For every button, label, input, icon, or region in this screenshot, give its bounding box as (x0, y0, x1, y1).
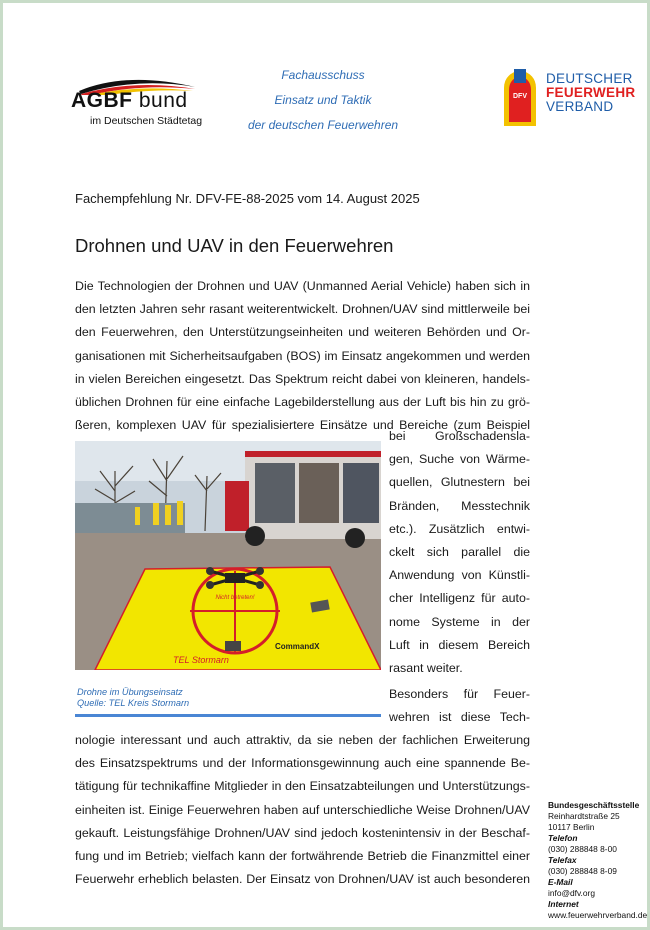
agbf-name: AGBF bund (71, 89, 188, 112)
paragraph-1-intro: Die Technologien der Drohnen und UAV (Unmanned Aerial Vehicle) haben sich in den letzten Jahren sehr rasant weiterentwickelt. Drohnen/UAV sind mittlerweile bei den Feuerwehren, den Unterstützungseinheiten und weiteren Behörden und Or- ganisationen mit Sicherheitsaufgaben (BOS) im Einsatz angekommen und werden in vielen Bereichen eingesetzt. Das Spektrum reicht dabei von kleineren, handels- üblichen Drohnen für eine einfache Lagebilderstellung aus der Luft bis hin zu grö- ßeren, komplexen UAV für spezialisiertere Einsätze und Bereiche (zum Beispiel (75, 279, 530, 433)
agbf-logo (71, 75, 221, 135)
committee-heading: Fachausschuss Einsatz und Taktik der deutschen Feuerwehren (247, 68, 399, 132)
office-address: Bundesgeschäftsstelle Reinhardtstraße 25 10117 Berlin Telefon (030) 288848 8-00 Telefax (030) 288848 8-09 E-Mail info@dfv.org Internet www.feuerwehrverband.de (548, 800, 647, 920)
document-page (3, 3, 647, 927)
svg-text:Nicht betreten!: Nicht betreten! (215, 595, 255, 601)
paragraph-2-body: nologie interessant und auch attraktiv, da sie neben der fachlichen Erweiterung des Einsatzspektrums und der Informationsgewinnung auch eine spannende Be- tätigung für technikaffine Mitglieder in den Einsatzabteilungen und Unterstützungs- einheiten ist. Einige Feuerwehren haben auf unterschiedliche Weise Drohnen/UAV gekauft. Leistungsfähige Drohnen/UAV sind jedoch kostenintensiv in der Beschaf- fung und im Betrieb; vielfach kann der fortwährende Betrieb die Finanzmittel einer Feuerwehr erheblich belasten. Der Einsatz von Drohnen/UAV ist auch besonderen (75, 733, 530, 887)
caption-divider (75, 714, 381, 717)
svg-text:CommandX: CommandX (275, 642, 320, 651)
photo-caption: Drohne im Übungseinsatz Quelle: TEL Kreis Stormarn (77, 687, 190, 708)
svg-text:TEL Stormarn: TEL Stormarn (173, 655, 229, 665)
paragraph-2-side: Besonders für Feuer- wehren ist diese Tech- (389, 687, 530, 725)
dfv-wordmark: DEUTSCHER FEUERWEHR VERBAND (546, 71, 636, 114)
dfv-emblem-icon (500, 66, 540, 128)
email-link[interactable]: info@dfv.org (548, 888, 595, 898)
page-title: Drohnen und UAV in den Feuerwehren (75, 235, 394, 256)
website-link[interactable]: www.feuerwehrverband.de (548, 910, 647, 920)
drone-exercise-photo (75, 441, 381, 670)
recommendation-reference: Fachempfehlung Nr. DFV-FE-88-2025 vom 14. August 2025 (75, 191, 420, 206)
paragraph-1-side: bei Großschadensla- gen, Suche von Wärme- quellen, Glutnestern bei Bränden, Messtechnik etc.). Zusätzlich entwi- ckelt sich parallel die Anwendung von Künstli- cher Intelligenz für auto- nome Systeme in der Luft in diesem Bereich rasant weiter. (389, 429, 530, 676)
agbf-subtitle: im Deutschen Städtetag (90, 115, 203, 127)
svg-text:DFV: DFV (513, 93, 527, 100)
